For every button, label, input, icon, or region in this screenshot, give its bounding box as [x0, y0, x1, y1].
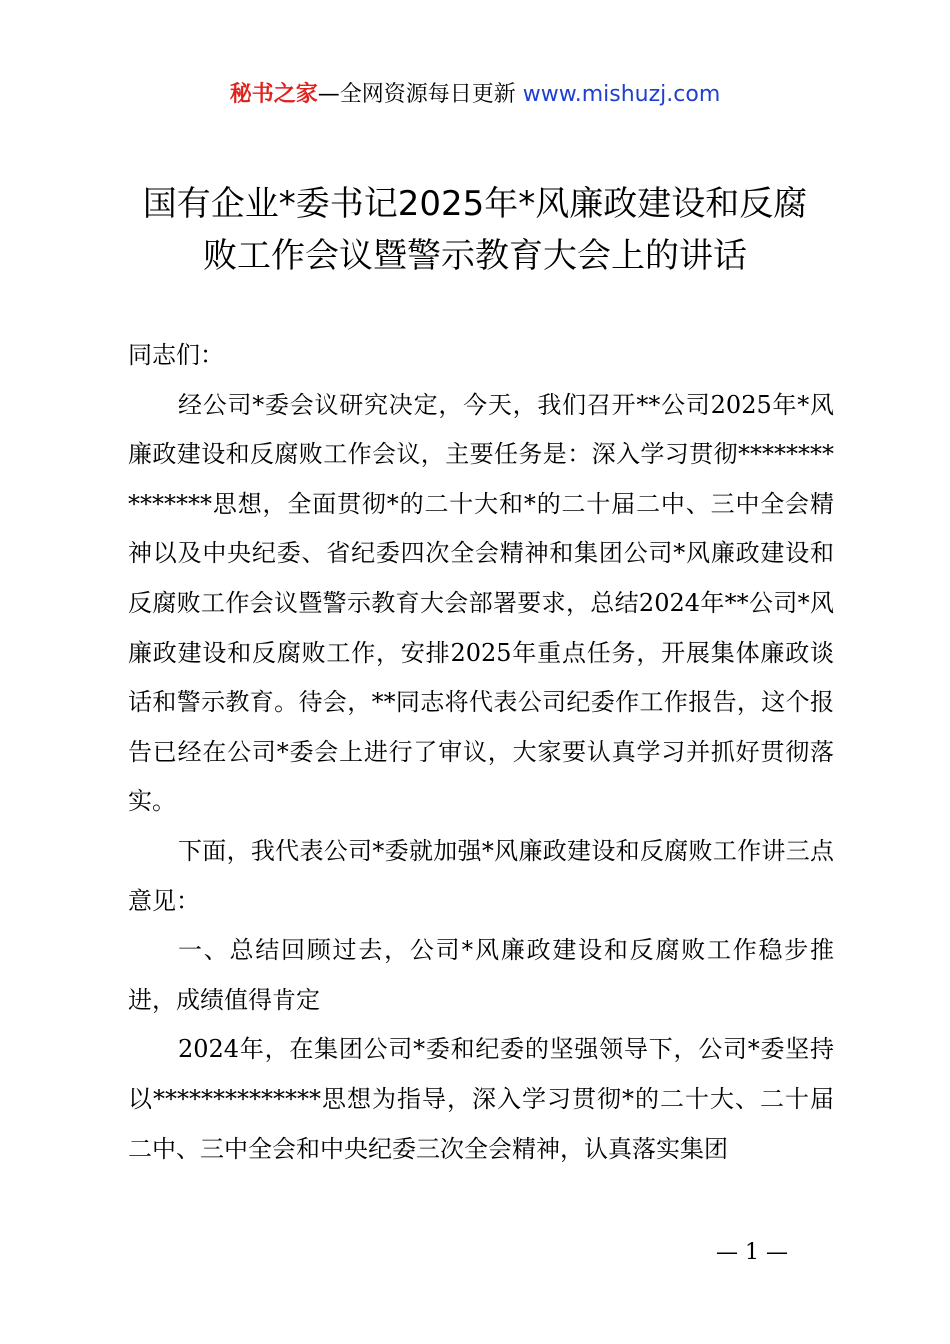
document-body [128, 331, 834, 1174]
paragraph-1: 经公司*委会议研究决定，今天，我们召开**公司2025年*风廉政建设和反腐败工作会议，主要任务是：深入学习贯彻***************思想，全面贯彻*的二十大和*的二十届二中、三中全会精神以及中央纪委、省纪委四次全会精神和集团公司*风廉政建设和反腐败工作会议暨警示教育大会部署要求，总结2024年**公司*风廉政建设和反腐败工作，安排2025年重点任务，开展集体廉政谈话和警示教育。待会，**同志将代表公司纪委作工作报告，这个报告已经在公司*委会上进行了审议，大家要认真学习并抓好贯彻落实。 [128, 390, 834, 816]
site-url-link[interactable]: www.mishuzj.com [522, 82, 721, 107]
salutation: 同志们： [128, 341, 224, 369]
site-slogan: —全网资源每日更新 [317, 82, 523, 107]
site-header [0, 78, 950, 112]
document-title [100, 178, 850, 282]
paragraph-3: 2024年，在集团公司*委和纪委的坚强领导下，公司*委坚持以**************思想为指导，深入学习贯彻*的二十大、二十届二中、三中全会和中央纪委三次全会精神，认真落实集团 [128, 1035, 834, 1163]
title-line-1: 国有企业*委书记2025年*风廉政建设和反腐 [142, 184, 808, 224]
title-line-2: 败工作会议暨警示教育大会上的讲话 [203, 236, 747, 276]
section-heading-1: 一、总结回顾过去，公司*风廉政建设和反腐败工作稳步推进，成绩值得肯定 [128, 936, 834, 1014]
brand-name: 秘书之家 [229, 82, 318, 107]
page-number: — 1 — [716, 1240, 788, 1265]
paragraph-2: 下面，我代表公司*委就加强*风廉政建设和反腐败工作讲三点意见： [128, 836, 834, 915]
